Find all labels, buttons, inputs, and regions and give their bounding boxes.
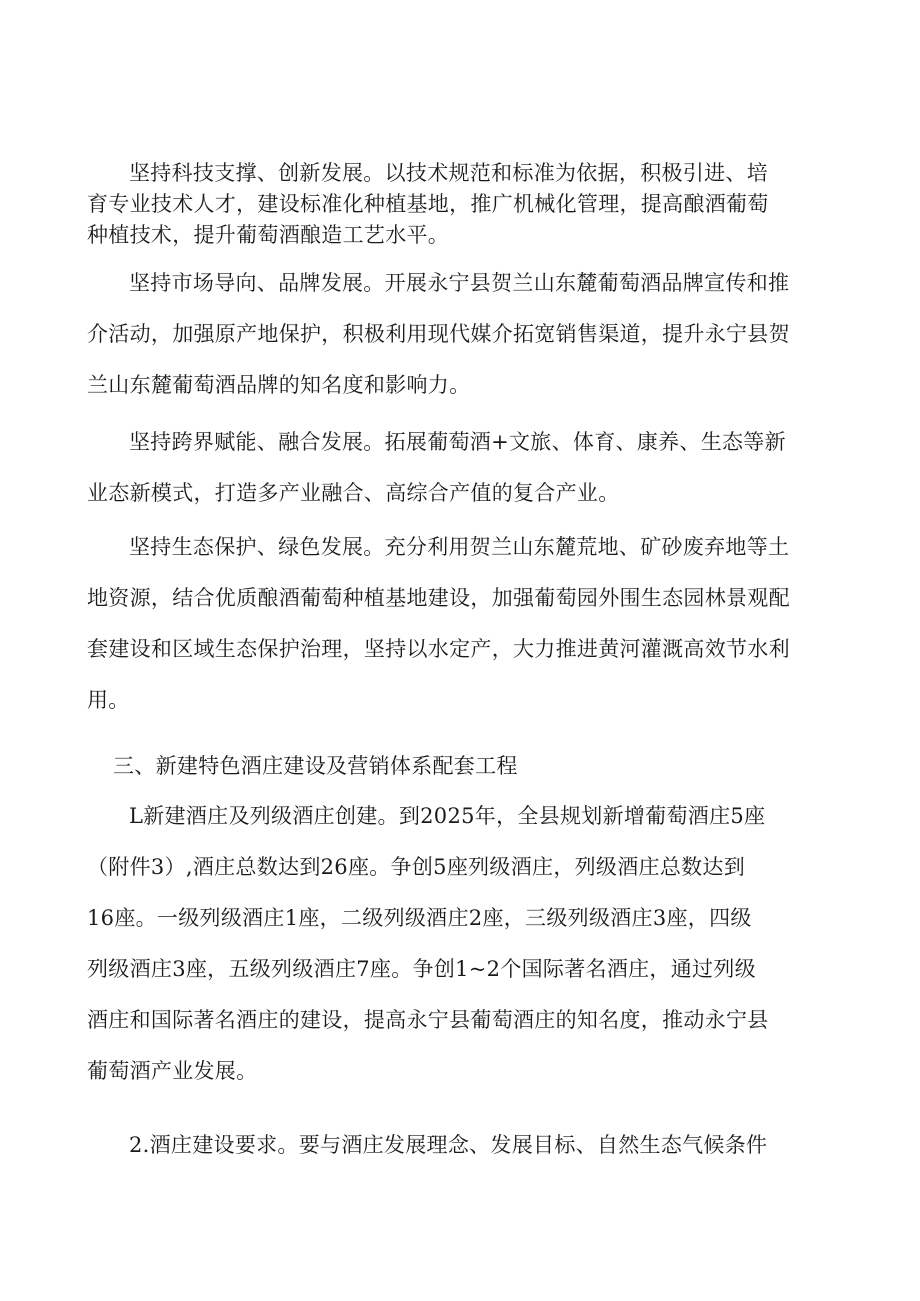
text-line: L新建酒庄及列级酒庄创建。到2025年，全县规划新增葡萄酒庄5座 [129, 804, 766, 828]
section-heading: 三、新建特色酒庄建设及营销体系配套工程 [113, 754, 518, 778]
text-line: 介活动，加强原产地保护，积极利用现代媒介拓宽销售渠道，提升永宁县贺 [87, 322, 790, 346]
text-line: 用。 [87, 688, 130, 712]
text-line: 地资源，结合优质酿酒葡萄种植基地建设，加强葡萄园外围生态园林景观配 [87, 586, 790, 610]
text-line: 套建设和区域生态保护治理，坚持以水定产，大力推进黄河灌溉高效节水利 [87, 637, 790, 661]
text-line: 坚持生态保护、绿色发展。充分利用贺兰山东麓荒地、矿砂废弃地等土 [129, 535, 790, 559]
text-line: 2.酒庄建设要求。要与酒庄发展理念、发展目标、自然生态气候条件 [129, 1133, 768, 1157]
text-line: 16座。一级列级酒庄1座，二级列级酒庄2座，三级列级酒庄3座，四级 [87, 906, 752, 930]
text-line: 列级酒庄3座，五级列级酒庄7座。争创1~2个国际著名酒庄，通过列级 [87, 957, 756, 981]
text-line: 坚持科技支撑、创新发展。以技术规范和标准为依据，积极引进、培 [129, 161, 768, 185]
text-line: 育专业技术人才，建设标准化种植基地，推广机械化管理，提高酿酒葡萄 [87, 192, 769, 216]
text-line: 葡萄酒产业发展。 [87, 1059, 258, 1083]
text-line: 坚持市场导向、品牌发展。开展永宁县贺兰山东麓葡萄酒品牌宣传和推 [129, 271, 790, 295]
text-line: 种植技术，提升葡萄酒酿造工艺水平。 [87, 223, 450, 247]
text-line: 兰山东麓葡萄酒品牌的知名度和影响力。 [87, 373, 471, 397]
text-line: 业态新模式，打造多产业融合、高综合产值的复合产业。 [87, 481, 620, 505]
text-line: 坚持跨界赋能、融合发展。拓展葡萄酒+文旅、体育、康养、生态等新 [129, 430, 786, 454]
text-line: 酒庄和国际著名酒庄的建设，提高永宁县葡萄酒庄的知名度，推动永宁县 [87, 1008, 769, 1032]
text-line: （附件3）,酒庄总数达到26座。争创5座列级酒庄，列级酒庄总数达到 [87, 855, 746, 879]
